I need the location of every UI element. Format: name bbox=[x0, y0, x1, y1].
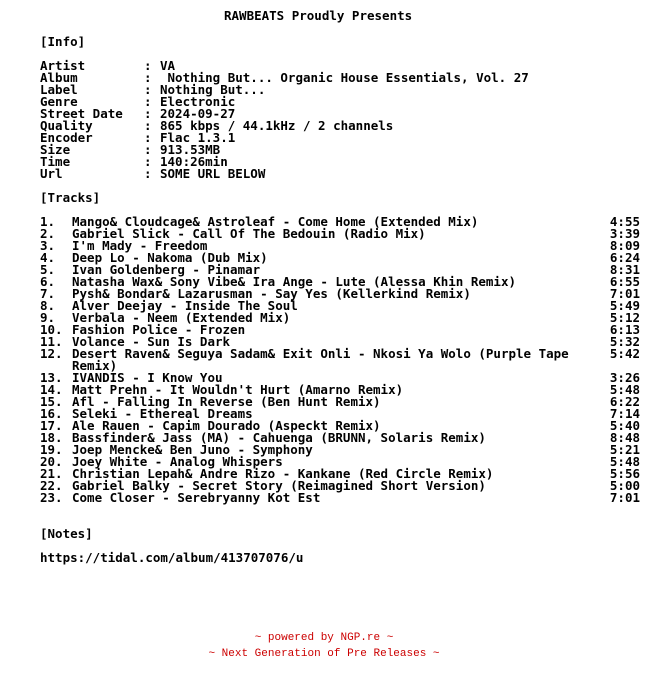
track-title: Seleki - Ethereal Dreams bbox=[72, 406, 253, 421]
track-number: 10. bbox=[40, 322, 63, 337]
track-duration: 7:14 bbox=[609, 406, 640, 421]
info-value: 2024-09-27 bbox=[160, 106, 236, 121]
track-duration: 5:48 bbox=[609, 454, 640, 469]
track-number: 15. bbox=[40, 394, 63, 409]
track-duration: 6:13 bbox=[609, 322, 640, 337]
info-value: Flac 1.3.1 bbox=[160, 130, 236, 145]
info-separator: : bbox=[144, 58, 152, 73]
track-title: Joep Mencke& Ben Juno - Symphony bbox=[72, 442, 313, 457]
info-value: VA bbox=[160, 58, 176, 73]
info-key: Encoder bbox=[40, 130, 93, 145]
track-title: Afl - Falling In Reverse (Ben Hunt Remix) bbox=[72, 394, 381, 409]
info-value: Electronic bbox=[160, 94, 236, 109]
track-duration: 5:00 bbox=[609, 478, 640, 493]
footer-powered-by: ~ powered by NGP.re ~ bbox=[254, 632, 394, 644]
info-section-heading: [Info] bbox=[40, 34, 86, 49]
track-number: 9. bbox=[40, 310, 56, 325]
info-key: Street Date bbox=[40, 106, 123, 121]
track-row bbox=[40, 492, 640, 504]
track-number: 17. bbox=[40, 418, 63, 433]
track-title: Ale Rauen - Capim Dourado (Aspeckt Remix) bbox=[72, 418, 381, 433]
track-title: IVANDIS - I Know You bbox=[72, 370, 223, 385]
track-duration: 6:24 bbox=[609, 250, 640, 265]
info-key: Artist bbox=[40, 58, 86, 73]
track-duration: 5:49 bbox=[609, 298, 640, 313]
track-number: 23. bbox=[40, 490, 63, 505]
info-key: Url bbox=[40, 166, 63, 181]
track-number: 22. bbox=[40, 478, 63, 493]
track-duration: 5:12 bbox=[609, 310, 640, 325]
track-title: Desert Raven& Seguya Sadam& Exit Onli - Nkosi Ya Wolo (Purple Tape Remix) bbox=[72, 346, 569, 373]
track-duration: 8:09 bbox=[609, 238, 640, 253]
info-separator: : bbox=[144, 130, 152, 145]
track-duration: 7:01 bbox=[609, 490, 640, 505]
track-title: I'm Mady - Freedom bbox=[72, 238, 208, 253]
track-title: Natasha Wax& Sony Vibe& Ira Ange - Lute (Alessa Khin Remix) bbox=[72, 274, 517, 289]
track-number: 2. bbox=[40, 226, 56, 241]
track-title: Christian Lepah& Andre Rizo - Kankane (Red Circle Remix) bbox=[72, 466, 494, 481]
track-number: 4. bbox=[40, 250, 56, 265]
track-number: 5. bbox=[40, 262, 56, 277]
track-duration: 5:21 bbox=[609, 442, 640, 457]
track-duration: 6:22 bbox=[609, 394, 640, 409]
info-separator: : bbox=[144, 154, 152, 169]
info-separator: : bbox=[144, 142, 152, 157]
track-title: Come Closer - Serebryanny Kot Est bbox=[72, 490, 321, 505]
info-separator: : bbox=[144, 94, 152, 109]
track-number: 20. bbox=[40, 454, 63, 469]
info-separator: : bbox=[144, 70, 152, 85]
track-title: Mango& Cloudcage& Astroleaf - Come Home (Extended Mix) bbox=[72, 214, 479, 229]
track-number: 3. bbox=[40, 238, 56, 253]
track-number: 16. bbox=[40, 406, 63, 421]
track-number: 6. bbox=[40, 274, 56, 289]
track-number: 18. bbox=[40, 430, 63, 445]
info-value: Nothing But... Organic House Essentials, Vol. 27 bbox=[160, 70, 529, 85]
track-title: Verbala - Neem (Extended Mix) bbox=[72, 310, 291, 325]
info-separator: : bbox=[144, 82, 152, 97]
track-duration: 8:31 bbox=[609, 262, 640, 277]
info-key: Time bbox=[40, 154, 71, 169]
track-title: Joey White - Analog Whispers bbox=[72, 454, 283, 469]
info-value: SOME URL BELOW bbox=[160, 166, 266, 181]
info-key: Quality bbox=[40, 118, 93, 133]
track-title: Bassfinder& Jass (MA) - Cahuenga (BRUNN, Solaris Remix) bbox=[72, 430, 486, 445]
info-value: Nothing But... bbox=[160, 82, 266, 97]
track-number: 8. bbox=[40, 298, 56, 313]
track-number: 21. bbox=[40, 466, 63, 481]
track-number: 7. bbox=[40, 286, 56, 301]
track-duration: 5:56 bbox=[609, 466, 640, 481]
info-key: Album bbox=[40, 70, 78, 85]
track-duration: 5:40 bbox=[609, 418, 640, 433]
track-title: Ivan Goldenberg - Pinamar bbox=[72, 262, 261, 277]
footer-tagline: ~ Next Generation of Pre Releases ~ bbox=[208, 648, 440, 660]
track-title: Pysh& Bondar& Lazarusman - Say Yes (Kellerkind Remix) bbox=[72, 286, 471, 301]
tracks-section-heading: [Tracks] bbox=[40, 190, 101, 205]
info-key: Label bbox=[40, 82, 78, 97]
track-title: Deep Lo - Nakoma (Dub Mix) bbox=[72, 250, 268, 265]
track-duration: 4:55 bbox=[609, 214, 640, 229]
info-value: 865 kbps / 44.1kHz / 2 channels bbox=[160, 118, 394, 133]
track-title: Fashion Police - Frozen bbox=[72, 322, 246, 337]
track-title: Gabriel Balky - Secret Story (Reimagined Short Version) bbox=[72, 478, 486, 493]
track-number: 19. bbox=[40, 442, 63, 457]
track-duration: 5:48 bbox=[609, 382, 640, 397]
track-duration: 5:32 bbox=[609, 334, 640, 349]
info-separator: : bbox=[144, 106, 152, 121]
track-title: Alver Deejay - Inside The Soul bbox=[72, 298, 298, 313]
track-duration: 7:01 bbox=[609, 286, 640, 301]
track-duration: 6:55 bbox=[609, 274, 640, 289]
track-duration: 8:48 bbox=[609, 430, 640, 445]
notes-section-heading: [Notes] bbox=[40, 526, 93, 541]
track-title: Volance - Sun Is Dark bbox=[72, 334, 231, 349]
track-number: 1. bbox=[40, 214, 56, 229]
track-row bbox=[40, 346, 640, 373]
info-separator: : bbox=[144, 166, 152, 181]
track-title: Matt Prehn - It Wouldn't Hurt (Amarno Remix) bbox=[72, 382, 404, 397]
page-title: RAWBEATS Proudly Presents bbox=[224, 8, 413, 23]
track-duration: 5:42 bbox=[609, 346, 640, 361]
track-number: 14. bbox=[40, 382, 63, 397]
track-duration: 3:39 bbox=[609, 226, 640, 241]
info-separator: : bbox=[144, 118, 152, 133]
info-value: 913.53MB bbox=[160, 142, 221, 157]
info-key: Genre bbox=[40, 94, 78, 109]
info-key: Size bbox=[40, 142, 71, 157]
track-duration: 3:26 bbox=[609, 370, 640, 385]
track-number: 11. bbox=[40, 334, 63, 349]
track-number: 13. bbox=[40, 370, 63, 385]
track-title: Gabriel Slick - Call Of The Bedouin (Radio Mix) bbox=[72, 226, 426, 241]
track-number: 12. bbox=[40, 346, 63, 361]
album-url[interactable]: https://tidal.com/album/413707076/u bbox=[40, 550, 304, 565]
info-value: 140:26min bbox=[160, 154, 228, 169]
